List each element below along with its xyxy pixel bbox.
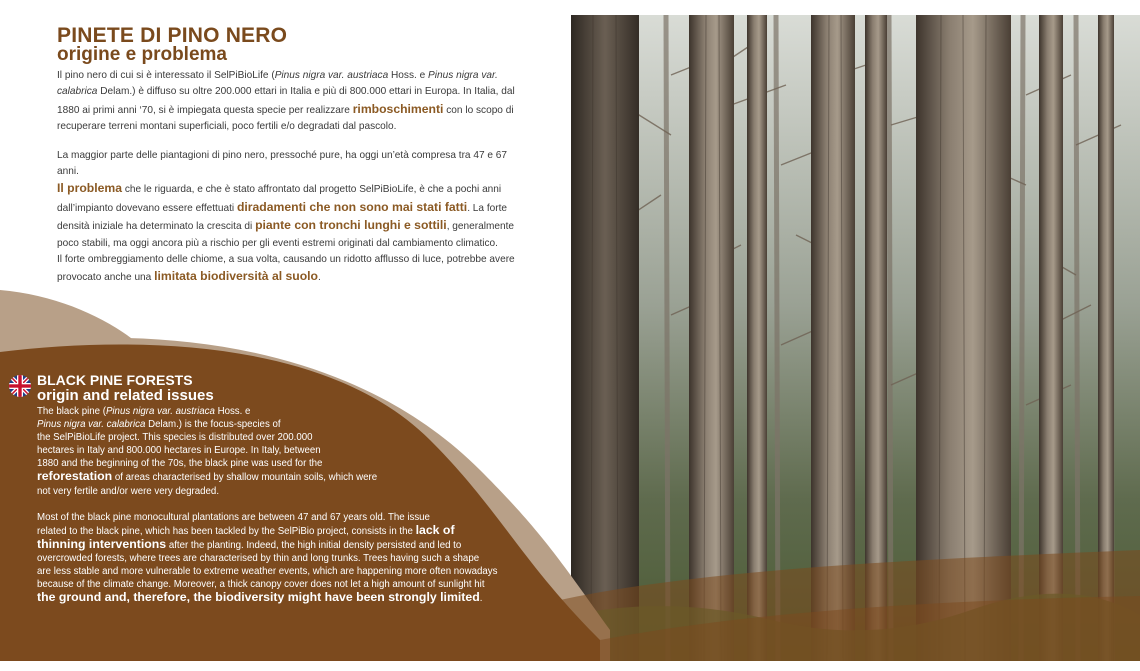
english-subtitle: origin and related issues: [37, 387, 214, 404]
highlight-reforestation: reforestation: [37, 469, 113, 484]
highlight-problema: Il problema: [57, 181, 123, 196]
highlight-biodiversity: the ground and, therefore, the biodiversity might have been strongly limited: [37, 590, 480, 605]
bottom-margin: [0, 661, 1140, 671]
english-line: Most of the black pine monocultural plantations are between 47 and 67 years old. The issue: [37, 511, 430, 523]
english-line: are less stable and more vulnerable to extreme weather events, which are happening more often nowadays: [37, 566, 498, 578]
english-line: related to the black pine, which has been tackled by the SelPiBio project, consists in the lack of: [37, 522, 455, 537]
italian-paragraph-2: La maggior parte delle piantagioni di pino nero, pressoché pure, ha oggi un’età compresa tra 47 e 67 anni. Il problema che le riguarda, e che è stato affrontato dal progetto SelPiBioLife, è che a pochi anni dall’impianto dovevano essere effettuati diradamenti che non sono mai stati fatti. La forte densità iniziale ha determinato la crescita di piante con tronchi lunghi e sottili, generalmente poco stabili, ma oggi ancora più a rischio per gli eventi estremi originati dal cambiamento climatico. Il forte ombreggiamento delle chiome, a sua volta, causando un ridotto afflusso di luce, potrebbe avere provocato anche una limitata biodiversità al suolo.: [57, 149, 515, 284]
english-line: the SelPiBioLife project. This species is distributed over 200.000: [37, 432, 313, 444]
english-line: overcrowded forests, where trees are characterised by thin and long trunks. Trees having such a shape: [37, 552, 480, 564]
english-line: hectares in Italy and 800.000 hectares in Europe. In Italy, between: [37, 445, 321, 457]
italian-subtitle: origine e problema: [57, 44, 227, 65]
highlight-piante: piante con tronchi lunghi e sottili: [255, 218, 447, 233]
highlight-lack-of: lack of: [415, 522, 455, 537]
italian-body: [57, 68, 525, 299]
highlight-diradamenti: diradamenti che non sono mai stati fatti: [236, 199, 468, 214]
uk-flag-icon: [9, 375, 31, 397]
english-line: not very fertile and/or were very degraded.: [37, 485, 220, 497]
italian-paragraph-1: Il pino nero di cui si è interessato il SelPiBioLife (Pinus nigra var. austriaca Hoss. e Pinus nigra var. calabrica Delam.) è diffuso su oltre 200.000 ettari in Italia e più di 800.000 ettari in Europa. In Italia, dal 1880 ai primi anni ‘70, si è impiegata questa specie per realizzare rimboschimenti con lo scopo di recuperare terreni montani superficiali, poco fertili e/o degradati dal pascolo.: [57, 70, 515, 133]
english-line: thinning interventions after the planting. Indeed, the high initial density persisted and led to: [37, 536, 462, 551]
highlight-thinning: thinning interventions: [37, 536, 167, 551]
english-line: The black pine (Pinus nigra var. austriaca Hoss. e: [37, 406, 251, 417]
english-line: reforestation of areas characterised by shallow mountain soils, which were: [37, 469, 378, 484]
highlight-biodiversita: limitata biodiversità al suolo: [154, 269, 318, 284]
english-body: [37, 405, 497, 605]
top-margin: [0, 0, 1140, 15]
highlight-rimboschimenti: rimboschimenti: [352, 101, 444, 116]
english-line: 1880 and the beginning of the 70s, the black pine was used for the: [37, 458, 323, 470]
italian-title: PINETE DI PINO NERO: [57, 24, 288, 47]
english-line: Pinus nigra var. calabrica Delam.) is the focus-species of: [37, 419, 281, 431]
english-line: the ground and, therefore, the biodiversity might have been strongly limited.: [37, 590, 483, 605]
english-line: because of the climate change. Moreover, a thick canopy cover does not let a high amount of sunlight hit: [37, 579, 485, 591]
english-title: BLACK PINE FORESTS: [37, 372, 193, 388]
